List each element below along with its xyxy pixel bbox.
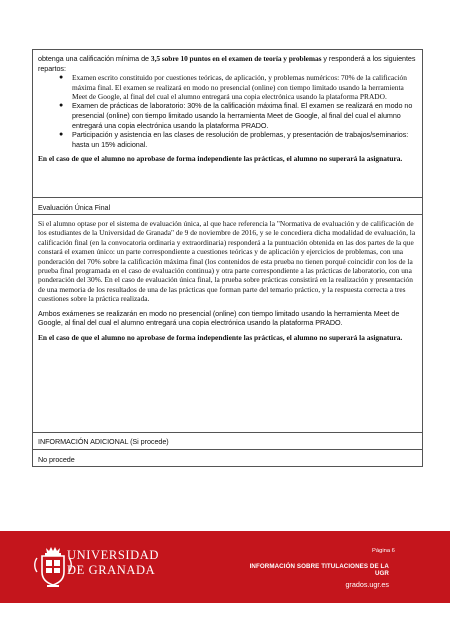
list-item-text: Examen escrito constituido por cuestiones teóricas, de aplicación, y problemas numéricos: 70% de la calificación máxima final. El examen se realizará en modo no presencial (online) con tiempo limitado usando la herramienta Meet de Google, al final del cual el alumno entregará una copia electrónica usando la plataforma PRADO.	[72, 73, 407, 101]
page-number: Página 6	[372, 548, 395, 554]
evaluation-continuous-cell	[33, 52, 422, 166]
online-exam-paragraph: Ambos exámenes se realizarán en modo no presencial (online) con tiempo limitado usando la herramienta Meet de Google, al final del cual el alumno entregará una copia electrónica usando la plataforma PRADO.	[38, 308, 400, 328]
practicals-warning: En el caso de que el alumno no aprobase de forma independiente las prácticas, el alumno no superará la asignatura.	[38, 154, 403, 164]
list-item-text: Participación y asistencia en las clases de resolución de problemas, y presentación de trabajos/seminarios: hasta un 15% adicional.	[72, 130, 409, 149]
additional-info-value: No procede	[38, 455, 75, 464]
university-name-line2: DE GRANADA	[67, 563, 156, 577]
section-title: Evaluación Única Final	[38, 203, 111, 212]
single-evaluation-paragraph: Si el alumno optase por el sistema de evaluación única, al que hace referencia la "Normativa de evaluación y de calificación de los estudiantes de la Universidad de Granada" de 9 de noviembre de 2016, y se le concediera dicha modalidad de evaluación, la calificación final (en la convocatoria ordinaria y extraordinaria) responderá a la puntuación obtenida en las dos partes de la que constará el examen único: un parte correspondiente a cuestiones teóricas y de aplicación y ejercicios de problemas, con una ponderación del 70% sobre la calificación máxima final (los contenidos de esta prueba no tienen porqué coincidir con los de la prueba final programada en el caso de evaluación continua) y otra parte correspondiente a las prácticas de laboratorio, con una ponderación del 30%. En el caso de evaluación única final, la prueba sobre prácticas consistirá en la realización y presentación de una memoria de los resultados de una de las prácticas que forman parte del temario práctico, y la respuesta correcta a tres cuestiones sobre la práctica realizada.	[38, 219, 416, 304]
intro-text-end: y responderá a los siguientes repartos:	[38, 54, 416, 73]
intro-text: obtenga una calificación mínima de	[38, 54, 151, 63]
bullet-icon: ●	[59, 73, 64, 82]
list-item-text: Examen de prácticas de laboratorio: 30% de la calificación máxima final. El examen se realizará en modo no presencial (online) con tiempo limitado usando la herramienta Meet de Google, al final del cual el alumno entregará una copia electrónica usando la plataforma PRADO.	[72, 101, 413, 130]
footer-info-line: INFORMACIÓN SOBRE TITULACIONES DE LA UGR	[249, 563, 389, 577]
additional-info-title: INFORMACIÓN ADICIONAL (Si procede)	[38, 437, 169, 446]
university-name-line1: UNIVERSIDAD	[67, 548, 160, 562]
divider	[32, 214, 423, 215]
evaluation-bullet-list	[38, 73, 417, 149]
single-final-evaluation-cell	[33, 217, 422, 344]
section-title-cell	[33, 201, 422, 215]
divider	[32, 197, 423, 198]
divider	[32, 449, 423, 450]
additional-info-title-cell	[33, 435, 422, 449]
intro-bold-text: 3,5 sobre 10 puntos en el examen de teoría y problemas	[150, 54, 322, 63]
footer-website: grados.ugr.es	[345, 580, 389, 589]
additional-info-value-cell	[33, 453, 422, 467]
bullet-icon: ●	[59, 131, 64, 139]
intro-paragraph	[38, 54, 417, 73]
list-item	[38, 73, 417, 101]
list-item	[38, 130, 417, 149]
footer-info	[249, 563, 389, 589]
divider	[32, 432, 423, 433]
bullet-icon: ●	[59, 102, 64, 110]
university-name	[67, 548, 159, 578]
practicals-warning: En el caso de que el alumno no aprobase de forma independiente las prácticas, el alumno no superará la asignatura.	[38, 332, 403, 342]
list-item	[38, 101, 417, 130]
